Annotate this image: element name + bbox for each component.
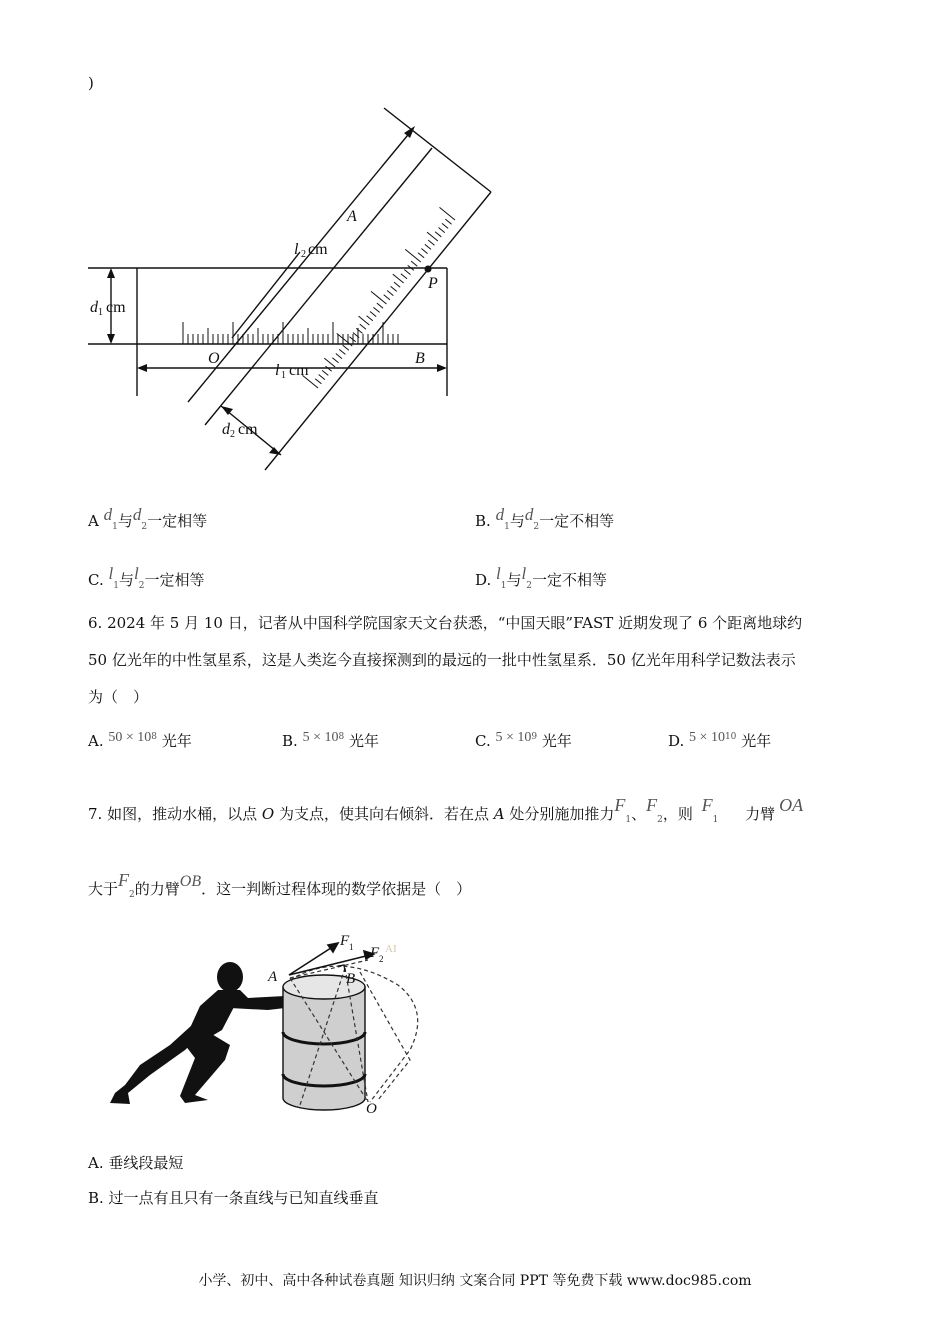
ruler-tick bbox=[324, 358, 335, 367]
label-p: P bbox=[428, 275, 438, 292]
q5-option-c[interactable]: C. $l_1$与$l_2$一定相等 bbox=[88, 564, 205, 591]
fig2-label-f2-sub: 2 bbox=[379, 954, 384, 964]
fig2-label-f1: F bbox=[340, 933, 350, 949]
ruler-tick bbox=[393, 274, 404, 283]
ruler-tick bbox=[440, 207, 455, 220]
fig2-label-f2: F bbox=[370, 945, 380, 961]
ruler-tick bbox=[404, 270, 410, 275]
fig2-label-a: A bbox=[268, 969, 278, 985]
ruler-figure bbox=[80, 100, 520, 475]
fig2-label-b: B bbox=[346, 971, 356, 987]
ruler-tick bbox=[377, 303, 383, 308]
ruler-tick bbox=[425, 244, 431, 249]
label-d1-cm: cm bbox=[106, 299, 126, 316]
ruler-tick bbox=[343, 345, 349, 350]
label-b: B bbox=[415, 350, 425, 367]
q6-line-3: 为（ ） bbox=[88, 688, 149, 706]
person-silhouette bbox=[110, 962, 286, 1104]
q6-line-2: 50 亿光年的中性氢星系，这是人类迄今直接探测到的最远的一批中性氢星系．50 亿光年用科学记数法表示 bbox=[88, 651, 796, 669]
ruler-tick bbox=[445, 219, 451, 224]
ruler-tick bbox=[319, 375, 325, 380]
q6-option-a[interactable]: A. $50 \times 10^8$ 光年 bbox=[88, 730, 192, 750]
q5-option-d[interactable]: D. $l_1$与$l_2$一定不相等 bbox=[475, 564, 608, 591]
q6-option-b[interactable]: B. $5 \times 10^8$ 光年 bbox=[282, 730, 380, 750]
ruler-tick bbox=[322, 370, 328, 375]
ruler-tick bbox=[339, 349, 345, 354]
question-7-line-2: 大于$F_2$的力臂OB．这一判断过程体现的数学依据是（ ） bbox=[88, 870, 472, 900]
label-d1: d bbox=[90, 299, 98, 316]
ruler-tick bbox=[427, 232, 438, 241]
footer-text: 小学、初中、高中各种试卷真题 知识归纳 文案合同 PPT 等免费下载 www.doc985.com bbox=[198, 1273, 752, 1289]
ruler-tick bbox=[384, 295, 390, 300]
ruler-tick bbox=[359, 316, 370, 325]
ruler-tick bbox=[387, 291, 393, 296]
ruler-tick bbox=[418, 253, 424, 258]
bucket-figure bbox=[100, 925, 440, 1120]
label-o: O bbox=[208, 350, 220, 367]
label-l1-sub: 1 bbox=[281, 370, 286, 381]
ruler-tick bbox=[370, 312, 376, 317]
q6-option-c[interactable]: C. $5 \times 10^9$ 光年 bbox=[475, 730, 572, 750]
ruler-tick bbox=[371, 291, 386, 304]
q7-option-b[interactable]: B. 过一点有且只有一条直线与已知直线垂直 bbox=[88, 1189, 379, 1207]
q6-line-1: 6. 2024 年 5 月 10 日，记者从中国科学院国家天文台获悉，“中国天眼”FAST 近期发现了 6 个距离地球约 bbox=[88, 614, 803, 632]
ruler-tick bbox=[428, 240, 434, 245]
label-l1-cm: cm bbox=[289, 362, 309, 379]
ruler-tick bbox=[421, 249, 427, 254]
ruler-tick bbox=[332, 358, 338, 363]
label-a: A bbox=[347, 208, 357, 225]
ruler-tick bbox=[435, 232, 441, 237]
ruler-tick bbox=[401, 274, 407, 279]
label-l1: l bbox=[275, 362, 280, 379]
q6-option-d[interactable]: D. $5 \times 10^{10}$ 光年 bbox=[668, 730, 772, 750]
fig2-label-f1-sub: 1 bbox=[349, 942, 354, 952]
ruler-tick bbox=[356, 328, 362, 333]
q7-option-a[interactable]: A. 垂线段最短 bbox=[88, 1154, 184, 1172]
ruler-tick bbox=[373, 307, 379, 312]
ruler-tick bbox=[439, 228, 445, 233]
label-l2-cm: cm bbox=[308, 241, 328, 258]
fig2-label-o: O bbox=[366, 1101, 377, 1117]
label-l2: l bbox=[294, 241, 299, 258]
label-d1-sub: 1 bbox=[98, 307, 103, 318]
label-l2-sub: 2 bbox=[301, 249, 306, 260]
ruler-tick bbox=[442, 223, 448, 228]
q5-option-a[interactable]: A $d_1$与$d_2$一定相等 bbox=[88, 505, 208, 532]
ruler-tick bbox=[394, 282, 400, 287]
ruler-tick bbox=[411, 261, 417, 266]
ruler-tick bbox=[336, 354, 342, 359]
label-d2-sub: 2 bbox=[230, 429, 235, 440]
question-7-line-1: 7. 如图，推动水桶，以点 O 为支点，使其向右倾斜．若在点 A 处分别施加推力$F_1$、$F_2$，则 $F_1$ 力臂 OA bbox=[88, 795, 804, 825]
label-d2-cm: cm bbox=[238, 421, 258, 438]
ruler-tick bbox=[360, 324, 366, 329]
q5-option-b[interactable]: B. $d_1$与$d_2$一定不相等 bbox=[475, 505, 615, 532]
continued-paren: ) bbox=[88, 74, 94, 92]
ruler-tick bbox=[315, 379, 321, 384]
ruler-tick bbox=[367, 316, 373, 321]
label-d2: d bbox=[222, 421, 230, 438]
ruler-tick bbox=[405, 249, 420, 262]
question-6-stem bbox=[88, 605, 868, 716]
fig2-watermark: AI bbox=[385, 943, 397, 955]
ruler-tick bbox=[391, 286, 397, 291]
